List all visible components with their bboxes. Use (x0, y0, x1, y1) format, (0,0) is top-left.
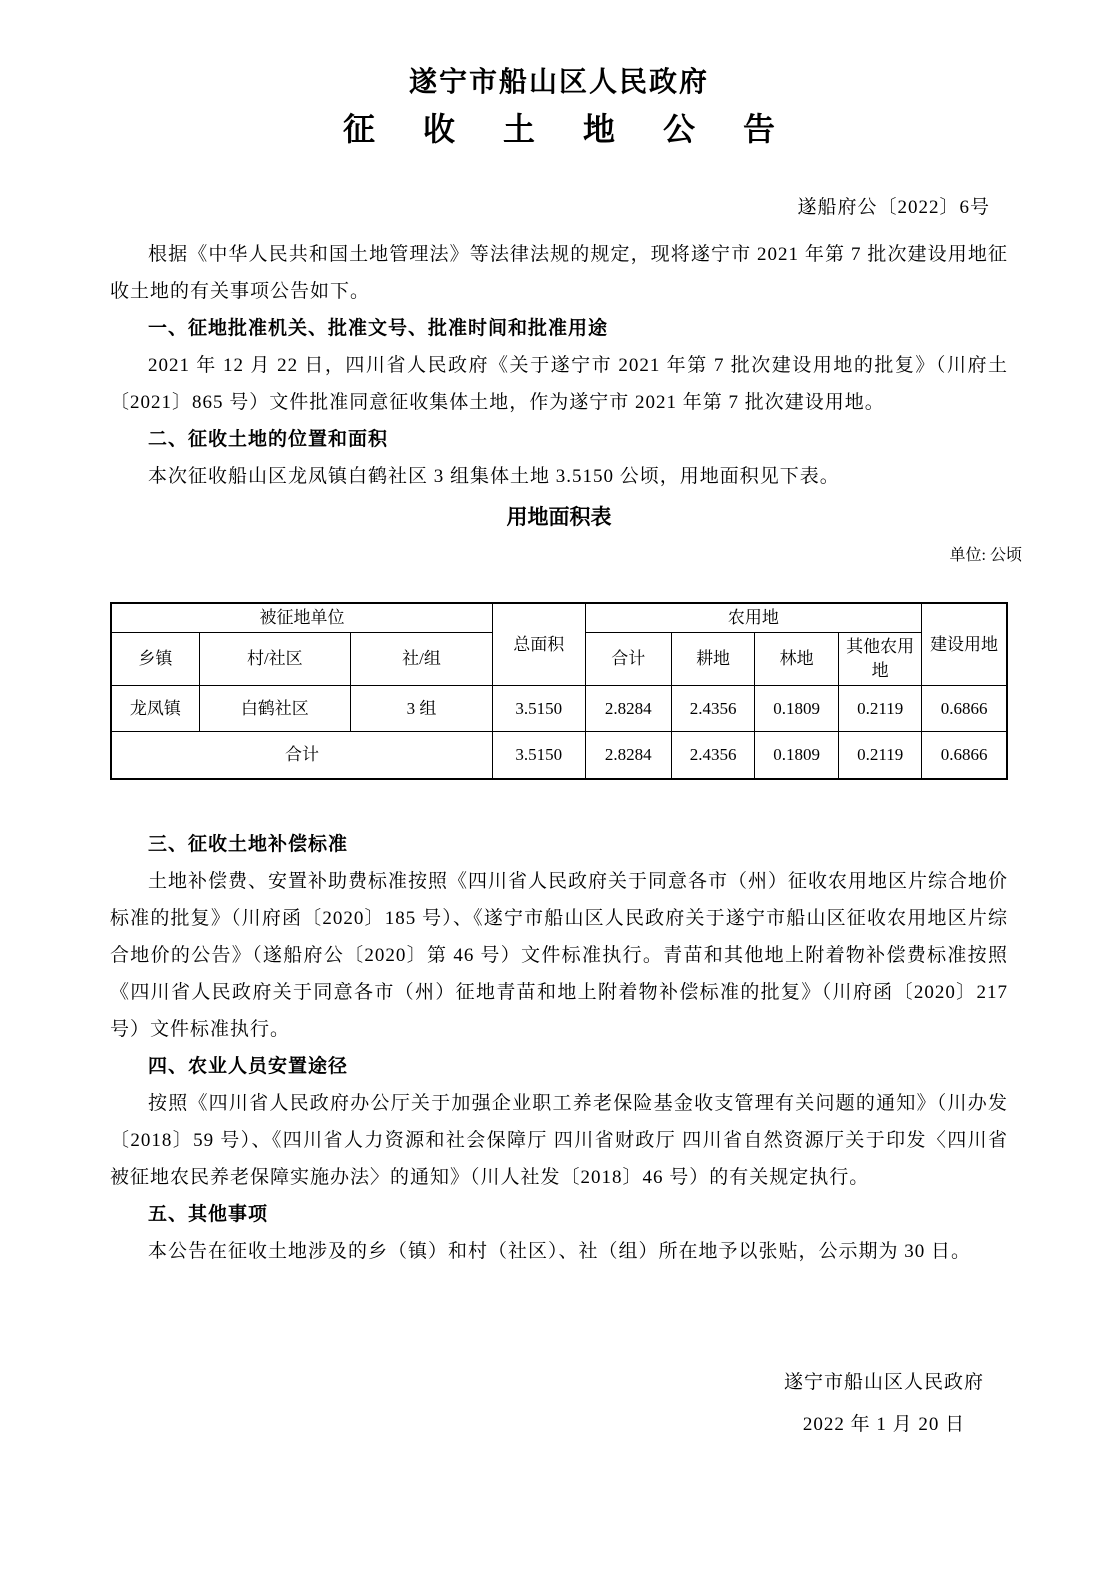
total-other: 0.2119 (839, 732, 922, 779)
header-group: 社/组 (350, 633, 492, 686)
table-header-group-row (111, 603, 1007, 633)
government-title: 遂宁市船山区人民政府 (408, 67, 709, 98)
total-label: 合计 (111, 732, 493, 779)
header-cultivated: 耕地 (672, 633, 755, 686)
total-farmland-total: 2.8284 (585, 732, 672, 779)
section-1-paragraph: 2021 年 12 月 22 日，四川省人民政府《关于遂宁市 2021 年第 7 批次建设用地的批复》（川府土〔2021〕865 号）文件批准同意征收集体土地，作为遂宁市 2021 年第 7 批次建设用地。 (110, 355, 1008, 413)
land-area-table (110, 602, 1008, 780)
total-construction: 0.6866 (922, 732, 1007, 779)
notice-title-text: 征收土地公告 (342, 111, 823, 147)
cell-total: 3.5150 (493, 686, 585, 732)
header-total-area: 总面积 (493, 603, 585, 686)
total-total: 3.5150 (493, 732, 585, 779)
signature-block (110, 1362, 1008, 1446)
intro-paragraph: 根据《中华人民共和国土地管理法》等法律法规的规定，现将遂宁市 2021 年第 7 批次建设用地征收土地的有关事项公告如下。 (110, 244, 1008, 302)
header-township: 乡镇 (111, 633, 199, 686)
section-3-paragraph: 土地补偿费、安置补助费标准按照《四川省人民政府关于同意各市（州）征收农用地区片综合地价标准的批复》（川府函〔2020〕185 号）、《遂宁市船山区人民政府关于遂宁市船山区征收农用地区片综合地价的公告》（遂船府公〔2020〕第 46 号）文件标准执行。青苗和其他地上附着物补偿费标准按照《四川省人民政府关于同意各市（州）征地青苗和地上附着物补偿标准的批复》（川府函〔2020〕217 号）文件标准执行。 (110, 870, 1009, 1040)
header-construction: 建设用地 (922, 603, 1007, 686)
area-table-unit-note: 单位: 公顷 (949, 547, 1022, 564)
header-farmland-group: 农用地 (585, 603, 922, 633)
document-number: 遂船府公〔2022〕6号 (797, 197, 990, 218)
cell-construction: 0.6866 (922, 686, 1007, 732)
cell-farmland-total: 2.8284 (585, 686, 672, 732)
area-table-title: 用地面积表 (506, 506, 612, 529)
signature-date: 2022 年 1 月 20 日 (802, 1413, 966, 1435)
cell-forest: 0.1809 (755, 686, 839, 732)
cell-other: 0.2119 (839, 686, 922, 732)
section-1-heading: 一、征地批准机关、批准文号、批准时间和批准用途 (148, 318, 609, 339)
header-farmland-total: 合计 (585, 633, 672, 686)
header-other-farmland: 其他农用地 (839, 633, 922, 686)
header-unit-group: 被征地单位 (111, 603, 493, 633)
section-2-paragraph: 本次征收船山区龙凤镇白鹤社区 3 组集体土地 3.5150 公顷，用地面积见下表。 (148, 466, 840, 487)
table-row (111, 686, 1007, 732)
header-forest: 林地 (755, 633, 839, 686)
cell-cultivated: 2.4356 (672, 686, 755, 732)
cell-group: 3 组 (350, 686, 492, 732)
signature-inner (784, 1362, 984, 1446)
section-2-heading: 二、征收土地的位置和面积 (148, 429, 389, 450)
total-cultivated: 2.4356 (672, 732, 755, 779)
cell-township: 龙凤镇 (111, 686, 199, 732)
header-village: 村/社区 (199, 633, 350, 686)
cell-village: 白鹤社区 (199, 686, 350, 732)
section-4-paragraph: 按照《四川省人民政府办公厅关于加强企业职工养老保险基金收支管理有关问题的通知》（川办发〔2018〕59 号）、《四川省人力资源和社会保障厅 四川省财政厅 四川省自然资源厅关于印发〈四川省被征地农民养老保障实施办法〉的通知》（川人社发〔2018〕46 号）的有关规定执行。 (110, 1092, 1008, 1188)
section-5-paragraph: 本公告在征收土地涉及的乡（镇）和村（社区）、社（组）所在地予以张贴，公示期为 30 日。 (148, 1240, 972, 1262)
section-4-heading: 四、农业人员安置途径 (148, 1055, 349, 1077)
signature-issuer: 遂宁市船山区人民政府 (783, 1371, 984, 1393)
total-forest: 0.1809 (755, 732, 839, 779)
notice-title (110, 106, 1008, 152)
section-3-heading: 三、征收土地补偿标准 (148, 833, 349, 855)
section-5-heading: 五、其他事项 (148, 1203, 269, 1225)
table-total-row (111, 732, 1007, 779)
